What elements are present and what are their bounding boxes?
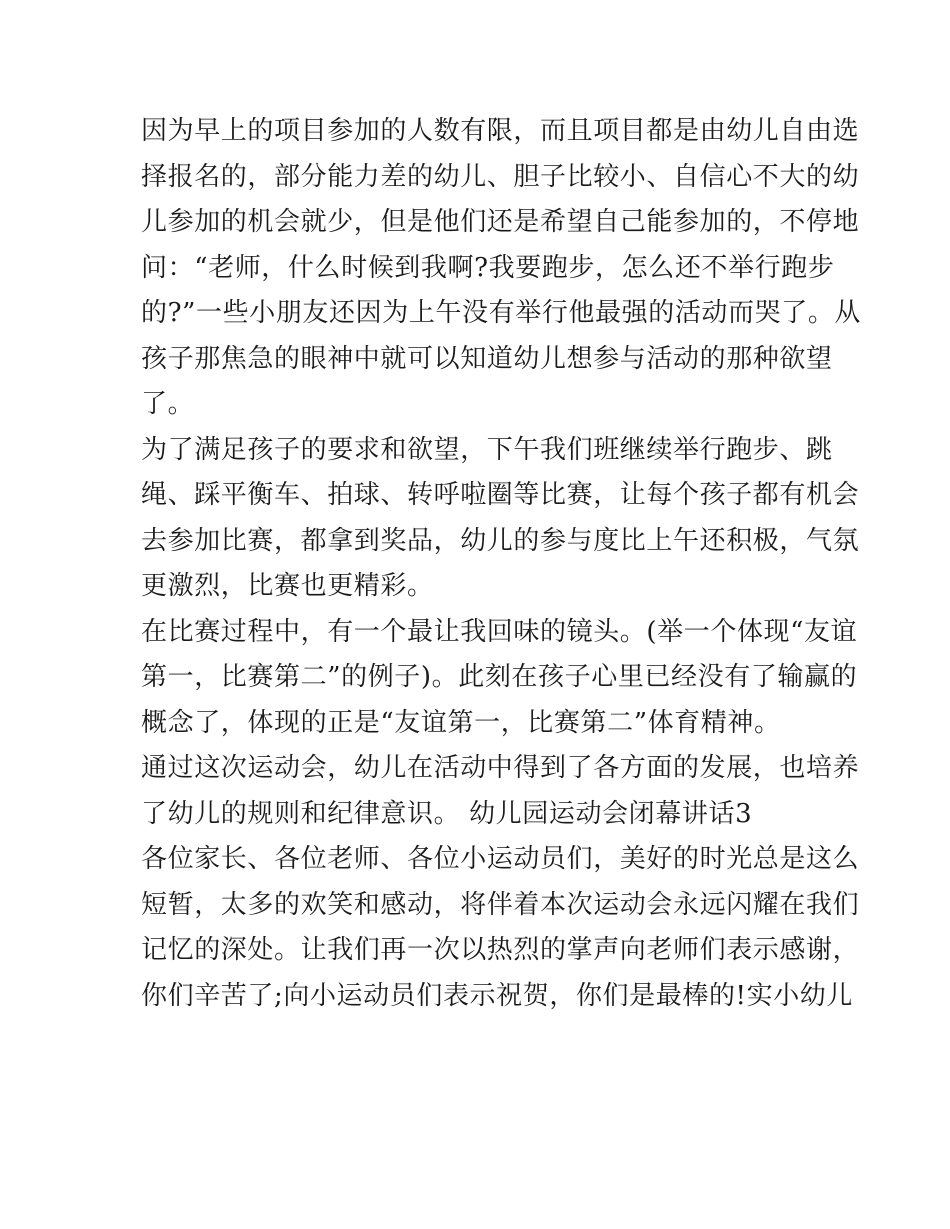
text-line: 择报名的，部分能力差的幼儿、胆子比较小、自信心不大的幼: [141, 161, 860, 192]
text-line: 记忆的深处。让我们再一次以热烈的掌声向老师们表示感谢，: [141, 935, 860, 965]
text-line: 绳、踩平衡车、拍球、转呼啦圈等比赛，让每个孩子都有机会: [141, 480, 860, 510]
text-line: 问：“老师，什么时候到我啊?我要跑步，怎么还不举行跑步: [141, 252, 835, 283]
document-body: [141, 109, 862, 1019]
text-line: 因为早上的项目参加的人数有限，而且项目都是由幼儿自由选: [141, 116, 860, 146]
text-line: 的?”一些小朋友还因为上午没有举行他最强的活动而哭了。从: [141, 298, 862, 328]
text-line: 你们辛苦了;向小运动员们表示祝贺，你们是最棒的!实小幼儿: [141, 980, 854, 1011]
text-line: 短暂，太多的欢笑和感动，将伴着本次运动会永远闪耀在我们: [141, 889, 860, 920]
text-line: 去参加比赛，都拿到奖品，幼儿的参与度比上午还积极，气氛: [141, 525, 860, 556]
text-line: 孩子那焦急的眼神中就可以知道幼儿想参与活动的那种欲望: [141, 343, 833, 374]
text-line: 各位家长、各位老师、各位小运动员们，美好的时光总是这么: [141, 844, 860, 874]
text-line: 更激烈，比赛也更精彩。: [141, 571, 434, 601]
text-line: 了幼儿的规则和纪律意识。 幼儿园运动会闭幕讲话3: [141, 798, 753, 829]
text-line: 第一，比赛第二”的例子)。此刻在孩子心里已经没有了输赢的: [141, 662, 858, 692]
text-line: 儿参加的机会就少，但是他们还是希望自己能参加的，不停地: [141, 207, 860, 237]
text-line: 通过这次运动会，幼儿在活动中得到了各方面的发展，也培养: [141, 753, 860, 783]
text-line: 为了满足孩子的要求和欲望，下午我们班继续举行跑步、跳: [141, 434, 833, 465]
text-line: 了。: [141, 389, 195, 419]
text-line: 在比赛过程中，有一个最让我回味的镜头。(举一个体现“友谊: [141, 616, 858, 647]
text-line: 概念了，体现的正是“友谊第一，比赛第二”体育精神。: [141, 707, 781, 738]
